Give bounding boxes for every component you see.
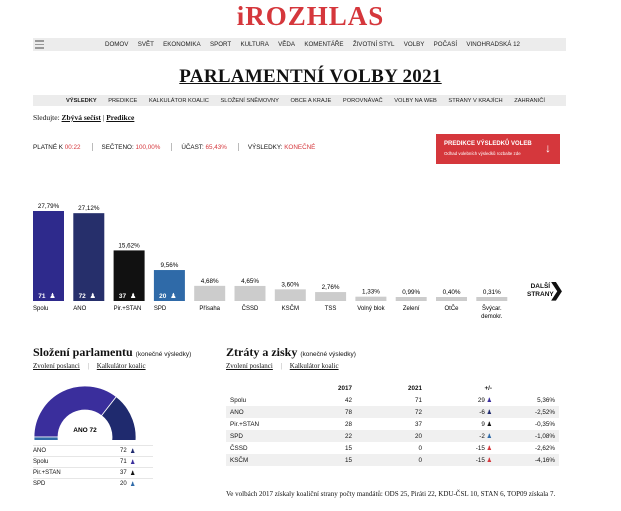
bar-tss[interactable] <box>315 292 346 301</box>
row-diff-value: -15 <box>475 456 485 464</box>
row-2021: 20 <box>356 430 426 442</box>
coalition-calculator-link[interactable]: Kalkulátor koalic <box>289 362 339 370</box>
legend-row <box>33 467 153 478</box>
bar-value-label: 0,40% <box>442 289 461 296</box>
bar-category-label: demokr. <box>481 314 503 320</box>
table-row <box>226 442 559 454</box>
table-row <box>226 406 559 418</box>
chevron-right-icon[interactable]: ❯ <box>549 280 565 300</box>
gains-title <box>226 345 356 360</box>
results-value: KONEČNÉ <box>284 144 316 151</box>
bar-seats-label: 72 <box>78 293 86 300</box>
row-party: ANO <box>226 406 316 418</box>
page-title: PARLAMENTNÍ VOLBY 2021 <box>179 66 442 87</box>
tab-predikce[interactable]: PREDIKCE <box>108 97 138 104</box>
legend-row <box>33 456 153 467</box>
legend-seats: 71 <box>120 459 127 465</box>
row-diff <box>426 442 496 454</box>
table-header-row <box>226 383 559 394</box>
bar-value-label: 9,56% <box>160 262 179 270</box>
turnout-value: 65,43% <box>205 144 227 151</box>
row-2021: 0 <box>418 444 422 452</box>
person-icon: ♟ <box>130 460 136 466</box>
bar-category-label: TSS <box>324 306 337 312</box>
person-icon: ♟ <box>486 445 492 452</box>
bar-volny-blok[interactable] <box>355 297 386 301</box>
top-nav-item-domov[interactable]: DOMOV <box>105 41 129 48</box>
row-diff-value: 29 <box>477 396 485 404</box>
follow-link-remaining[interactable]: Zbývá sečíst <box>61 113 101 122</box>
bar-value-label: 3,60% <box>281 281 300 289</box>
tab-zahranici[interactable]: ZAHRANIČÍ <box>514 97 545 104</box>
person-icon: ♟ <box>170 293 177 300</box>
top-nav-item-zivotni-styl[interactable]: ŽIVOTNÍ STYL <box>352 41 395 48</box>
tab-obce-a-kraje[interactable]: OBCE A KRAJE <box>290 97 332 104</box>
row-2017: 42 <box>344 396 352 404</box>
legend-row <box>33 478 153 489</box>
gains-subtitle: (konečné výsledky) <box>300 351 356 358</box>
row-diff <box>426 394 496 406</box>
col-2017: 2017 <box>316 383 356 394</box>
bar-category-label: KSČM <box>281 306 299 312</box>
row-diff <box>426 430 496 442</box>
top-nav-item-vinohradska-12[interactable]: VINOHRADSKÁ 12 <box>466 41 520 48</box>
legend-seats: 20 <box>120 481 127 487</box>
row-pct: 5,36% <box>537 396 555 404</box>
col-pct <box>496 383 559 394</box>
legend-party: ANO <box>33 448 47 454</box>
tab-porovnavac[interactable]: POROVNÁVAČ <box>342 97 383 104</box>
link-separator: | <box>280 362 283 370</box>
bar-kscm[interactable] <box>275 289 306 301</box>
parliament-title-text: Složení parlamentu <box>33 345 133 359</box>
row-diff-value: -15 <box>475 444 485 452</box>
row-2021: 71 <box>414 396 422 404</box>
bar-category-label: Švýcar. <box>481 306 502 312</box>
gains-table <box>226 383 559 466</box>
person-icon: ♟ <box>129 293 137 300</box>
bar-value-label: 15,62% <box>118 242 140 250</box>
bar-value-label: 1,33% <box>361 288 380 296</box>
follow-prefix: Sledujte: <box>33 113 60 122</box>
legend-row <box>33 445 153 456</box>
results-label: VÝSLEDKY: <box>247 144 283 151</box>
row-2017: 22 <box>316 430 356 442</box>
bar-seats-label: 71 <box>38 293 46 300</box>
row-party: ČSSD <box>230 444 248 452</box>
bar-svycar-demokr[interactable] <box>476 297 507 301</box>
bar-category-label: Pir.+STAN <box>113 306 142 312</box>
row-diff <box>426 454 496 466</box>
table-row <box>226 394 559 406</box>
top-nav-item-veda[interactable]: VĚDA <box>278 41 296 48</box>
tab-strany-v-krajich[interactable]: STRANY V KRAJÍCH <box>448 97 503 104</box>
row-diff-value: -6 <box>479 408 485 416</box>
legend-party: SPD <box>33 481 46 487</box>
bar-category-label: ČSSD <box>241 306 259 312</box>
col-2021: 2021 <box>356 383 426 394</box>
row-pct: -2,52% <box>496 406 559 418</box>
person-icon: ♟ <box>130 449 136 455</box>
tab-slozeni-snemovny[interactable]: SLOŽENÍ SNĚMOVNY <box>220 97 279 104</box>
tab-vysledky[interactable]: VÝSLEDKY <box>66 97 97 104</box>
top-nav-item-komentare[interactable]: KOMENTÁŘE <box>304 41 344 48</box>
bar-category-label: Spolu <box>33 306 49 312</box>
counted-value: 100,00% <box>135 144 161 151</box>
parliament-legend <box>33 445 153 489</box>
person-icon: ♟ <box>130 471 136 477</box>
person-icon: ♟ <box>130 482 136 488</box>
parliament-donut-chart <box>32 382 138 440</box>
person-icon: ♟ <box>486 433 492 440</box>
bar-category-label: Volný blok <box>357 306 385 312</box>
prediction-subtitle: Odhad volebních výsledků rozbalte zde <box>444 151 521 156</box>
top-nav-item-svet[interactable]: SVĚT <box>137 41 154 48</box>
row-2017: 78 <box>316 406 356 418</box>
row-diff-value: -2 <box>479 432 485 440</box>
donut-segment[interactable] <box>34 437 63 440</box>
row-2021: 0 <box>356 454 426 466</box>
bar-cssd[interactable] <box>235 286 266 301</box>
bar-category-label: OtČe <box>444 306 459 312</box>
legend-seats: 72 <box>120 448 127 454</box>
parliament-subtitle: (konečné výsledky) <box>135 351 192 358</box>
counted-label: SEČTENO: <box>101 144 134 151</box>
row-party: SPD <box>226 430 316 442</box>
bar-seats-label: 20 <box>159 293 167 300</box>
top-nav-item-pocasi[interactable]: POČASÍ <box>433 41 458 48</box>
coalition-calculator-link[interactable]: Kalkulátor koalic <box>96 362 146 370</box>
row-party: Spolu <box>230 396 247 404</box>
bar-otce[interactable] <box>436 297 467 301</box>
row-2017: 15 <box>316 454 356 466</box>
top-nav-item-ekonomika[interactable]: EKONOMIKA <box>163 41 201 48</box>
top-nav-item-kultura[interactable]: KULTURA <box>240 41 269 48</box>
table-row <box>226 418 559 430</box>
person-icon: ♟ <box>49 293 56 300</box>
row-pct: -1,08% <box>496 430 559 442</box>
link-separator: | <box>87 362 90 370</box>
valid-at-value: 00:22 <box>64 144 81 151</box>
bar-value-label: 27,12% <box>78 205 100 213</box>
follow-link-prediction[interactable]: Predikce <box>106 113 135 122</box>
bar-category-label: ANO <box>73 306 87 312</box>
top-nav-item-volby[interactable]: VOLBY <box>403 41 425 48</box>
next-parties-line2: STRANY <box>527 291 554 298</box>
valid-at-label: PLATNÉ K <box>33 144 63 151</box>
row-diff <box>426 418 496 430</box>
gains-links <box>226 362 339 370</box>
row-pct: -4,16% <box>496 454 559 466</box>
gains-title-text: Ztráty a zisky <box>226 345 298 359</box>
gains-footnote: Ve volbách 2017 získaly koaliční strany počty mandátů: ODS 25, Piráti 22, KDU-ČSL 10, STAN 6, TOP09 získala 7. <box>226 490 556 498</box>
row-pct: -2,62% <box>535 444 555 452</box>
bar-seats-label: 37 <box>118 293 127 300</box>
follow-separator: | <box>102 113 105 122</box>
person-icon: ♟ <box>486 409 492 416</box>
person-icon: ♟ <box>486 421 492 428</box>
next-parties-line1: DALŠÍ <box>530 283 551 290</box>
parliament-title <box>33 345 191 360</box>
donut-center-label: ANO 72 <box>73 427 97 434</box>
row-diff <box>426 406 496 418</box>
bar-category-label: Přísaha <box>199 306 221 312</box>
table-row <box>226 454 559 466</box>
turnout-label: ÚČAST: <box>181 144 204 151</box>
row-party: Pir.+STAN <box>230 420 260 428</box>
row-2021: 37 <box>414 420 422 428</box>
bar-category-label: SPD <box>153 306 167 312</box>
site-logo[interactable]: iROZHLAS <box>236 1 385 31</box>
person-icon: ♟ <box>486 457 492 464</box>
bar-value-label: 0,99% <box>402 289 421 296</box>
bar-value-label: 27,79% <box>37 203 60 210</box>
legend-seats: 37 <box>120 470 127 476</box>
elected-mps-link[interactable]: Zvolení poslanci <box>226 362 273 370</box>
bar-category-label: Zelení <box>402 306 420 312</box>
bar-value-label: 4,65% <box>241 277 259 285</box>
elected-mps-link[interactable]: Zvolení poslanci <box>33 362 80 370</box>
row-diff-value: 9 <box>481 420 485 428</box>
bar-value-label: 0,31% <box>482 289 501 296</box>
row-2017: 28 <box>344 420 352 428</box>
legend-party: Spolu <box>33 459 49 465</box>
bar-ano[interactable] <box>73 213 104 301</box>
person-icon: ♟ <box>89 293 96 300</box>
tab-kalkulator-koalic[interactable]: KALKULÁTOR KOALIC <box>148 97 209 104</box>
row-pct: -0,35% <box>535 420 555 428</box>
prediction-title: PREDIKCE VÝSLEDKŮ VOLEB <box>444 141 532 147</box>
tab-volby-na-web[interactable]: VOLBY NA WEB <box>394 97 437 104</box>
table-row <box>226 430 559 442</box>
parliament-links <box>33 362 146 370</box>
bar-value-label: 4,68% <box>200 277 219 285</box>
col-diff: +/- <box>426 383 496 394</box>
bar-spolu[interactable] <box>33 211 64 301</box>
bar-value-label: 2,76% <box>321 284 340 292</box>
arrow-down-icon: ↓ <box>545 141 551 155</box>
row-2017: 15 <box>344 444 352 452</box>
col-party <box>226 383 316 394</box>
person-icon: ♟ <box>486 397 492 404</box>
top-nav-item-sport[interactable]: SPORT <box>209 41 232 48</box>
legend-party: Pir.+STAN <box>33 470 61 476</box>
row-party: KSČM <box>226 454 316 466</box>
row-2021: 72 <box>356 406 426 418</box>
bar-zeleni[interactable] <box>396 297 427 301</box>
bar-prisaha[interactable] <box>194 286 225 301</box>
